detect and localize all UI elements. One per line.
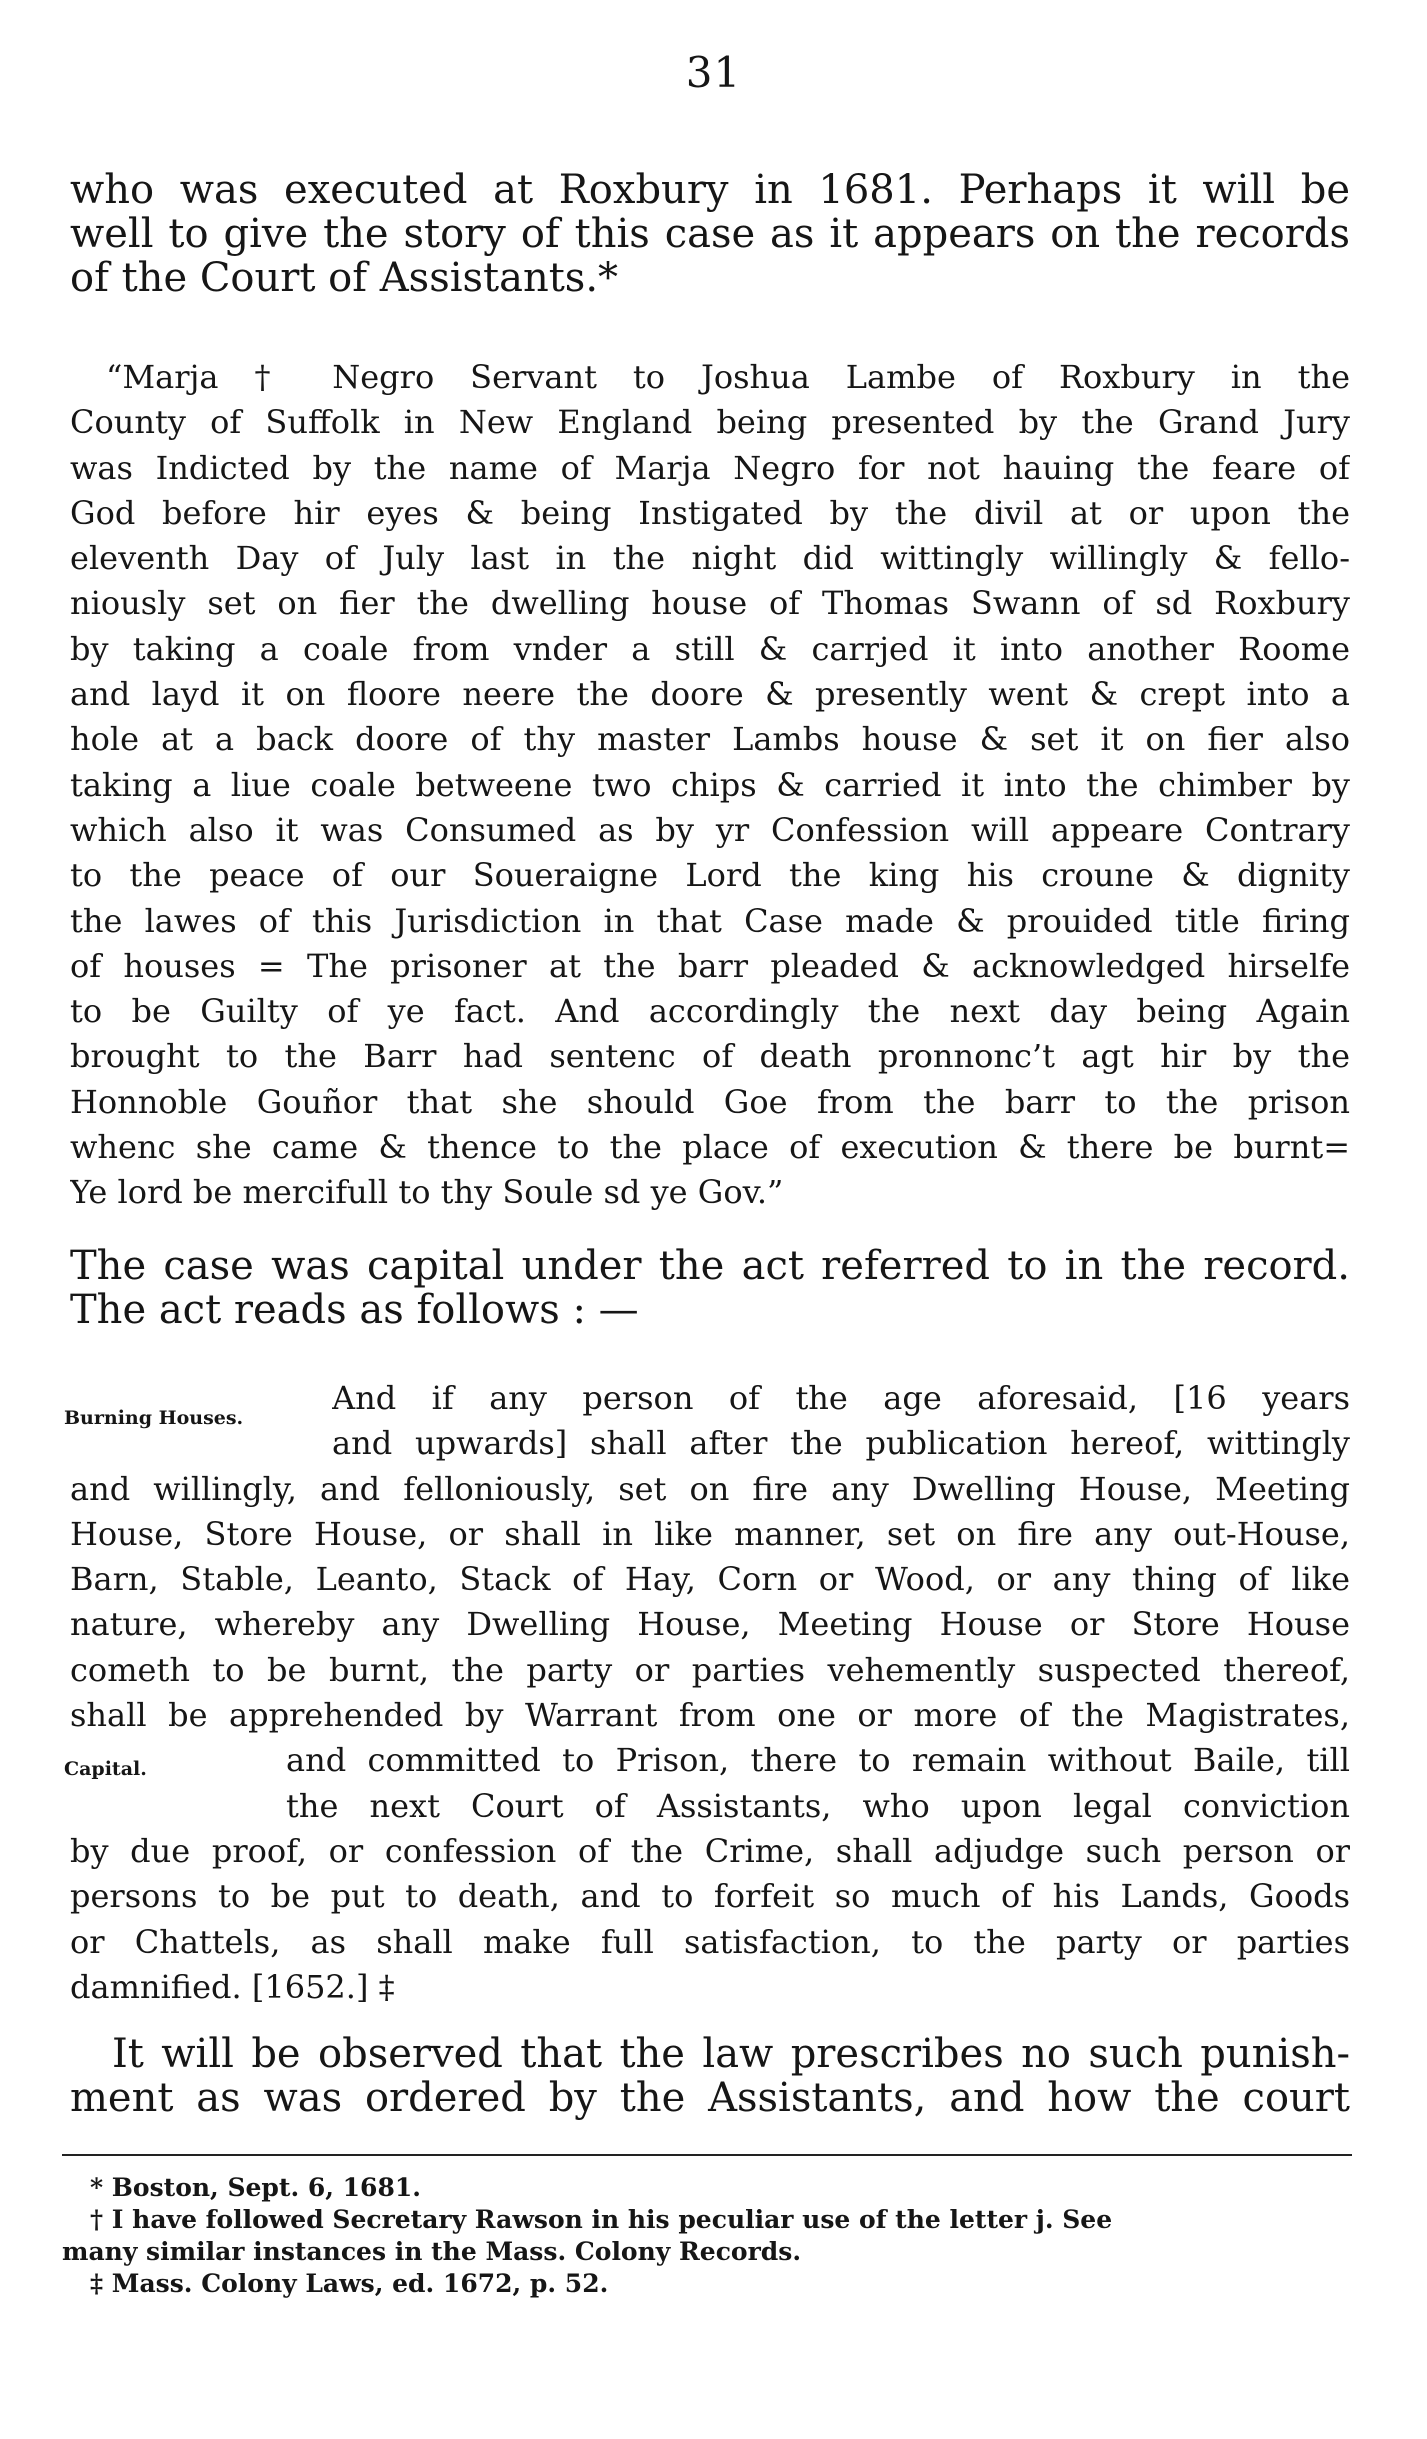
quote-line: God before hir eyes & being Instigated by the divil at or upon the: [70, 493, 1350, 532]
footnotes: [62, 2172, 1352, 2300]
quote-line: the lawes of this Jurisdiction in that Case made & prouided title firing: [70, 901, 1350, 940]
text-line: ment as was ordered by the Assistants, and how the court: [70, 2076, 1350, 2120]
page-number: 31: [685, 48, 742, 97]
act-line: and willingly, and felloniously, set on fire any Dwelling House, Meeting: [70, 1469, 1350, 1508]
text-line: well to give the story of this case as it appears on the records: [70, 212, 1350, 256]
footnote: many similar instances in the Mass. Colony Records.: [62, 2237, 802, 2266]
act-text: [70, 1376, 1350, 2010]
quote-line: which also it was Consumed as by yr Confession will appeare Contrary: [70, 810, 1350, 849]
observed-paragraph: [70, 2032, 1350, 2120]
quote-line: to the peace of our Soueraigne Lord the king his croune & dignity: [70, 856, 1350, 895]
footnote: † I have followed Secretary Rawson in his peculiar use of the letter j. See: [90, 2205, 1113, 2234]
text-line: The act reads as follows : —: [70, 1288, 639, 1332]
footnote: * Boston, Sept. 6, 1681.: [90, 2173, 421, 2202]
quote-line: whenc she came & thence to the place of execution & there be burnt=: [70, 1128, 1350, 1167]
act-line: cometh to be burnt, the party or parties vehemently suspected thereof,: [70, 1650, 1350, 1689]
quote-line: County of Suffolk in New England being presented by the Grand Jury: [70, 403, 1350, 442]
act-line: damnified. [1652.] ‡: [70, 1967, 395, 2006]
act-line: and committed to Prison, there to remain without Baile, till: [286, 1741, 1350, 1780]
act-line: And if any person of the age aforesaid, [16 years: [332, 1379, 1350, 1417]
text-line: The case was capital under the act referred to in the record.: [70, 1244, 1350, 1288]
act-line: House, Store House, or shall in like manner, set on fire any out-House,: [70, 1514, 1350, 1553]
act-line: persons to be put to death, and to forfeit so much of his Lands, Goods: [70, 1877, 1350, 1916]
quote-line: brought to the Barr had sentenc of death pronnonc’t agt hir by the: [70, 1037, 1350, 1076]
quote-line: hole at a back doore of thy master Lambs house & set it on fier also: [70, 720, 1350, 759]
text-line: who was executed at Roxbury in 1681. Perhaps it will be: [70, 168, 1350, 212]
quote-line: to be Guilty of ye fact. And accordingly the next day being Again: [70, 992, 1350, 1031]
footnote-divider: [62, 2154, 1352, 2156]
case-paragraph: [70, 1244, 1350, 1332]
act-line: and upwards] shall after the publication hereof, wittingly: [332, 1424, 1350, 1463]
quote-line: Honnoble Gouñor that she should Goe from the barr to the prison: [70, 1082, 1350, 1121]
margin-note-burning-houses: Burning Houses.: [64, 1407, 244, 1429]
act-line: nature, whereby any Dwelling House, Meeting House or Store House: [70, 1605, 1350, 1644]
court-record-quote: [70, 355, 1350, 1216]
margin-note-capital: Capital.: [64, 1758, 147, 1780]
quote-line: and layd it on floore neere the doore & presently went & crept into a: [70, 675, 1350, 714]
act-line: Barn, Stable, Leanto, Stack of Hay, Corn or Wood, or any thing of like: [70, 1560, 1350, 1599]
quote-line: taking a liue coale betweene two chips & carried it into the chimber by: [70, 765, 1350, 804]
quote-line: by taking a coale from vnder a still & carrjed it into another Roome: [70, 629, 1350, 668]
act-line: shall be apprehended by Warrant from one or more of the Magistrates,: [70, 1696, 1350, 1735]
quote-line: eleventh Day of July last in the night did wittingly willingly & fello-: [70, 539, 1350, 578]
act-line: by due proof, or confession of the Crime, shall adjudge such person or: [70, 1831, 1350, 1870]
text-line: of the Court of Assistants.*: [70, 256, 619, 300]
act-line: or Chattels, as shall make full satisfaction, to the party or parties: [70, 1922, 1350, 1961]
quote-line: niously set on fier the dwelling house of Thomas Swann of sd Roxbury: [70, 584, 1350, 623]
quote-line: “Marja † Negro Servant to Joshua Lambe of Roxbury in the: [106, 358, 1350, 396]
footnote: ‡ Mass. Colony Laws, ed. 1672, p. 52.: [90, 2269, 609, 2298]
intro-paragraph: [70, 168, 1350, 300]
quote-line: Ye lord be mercifull to thy Soule sd ye Gov.”: [70, 1173, 784, 1212]
act-line: the next Court of Assistants, who upon legal conviction: [286, 1786, 1350, 1825]
quote-line: was Indicted by the name of Marja Negro for not hauing the feare of: [70, 448, 1350, 487]
quote-line: of houses = The prisoner at the barr pleaded & acknowledged hirselfe: [70, 946, 1350, 985]
text-line: It will be observed that the law prescribes no such punish-: [112, 2032, 1350, 2076]
